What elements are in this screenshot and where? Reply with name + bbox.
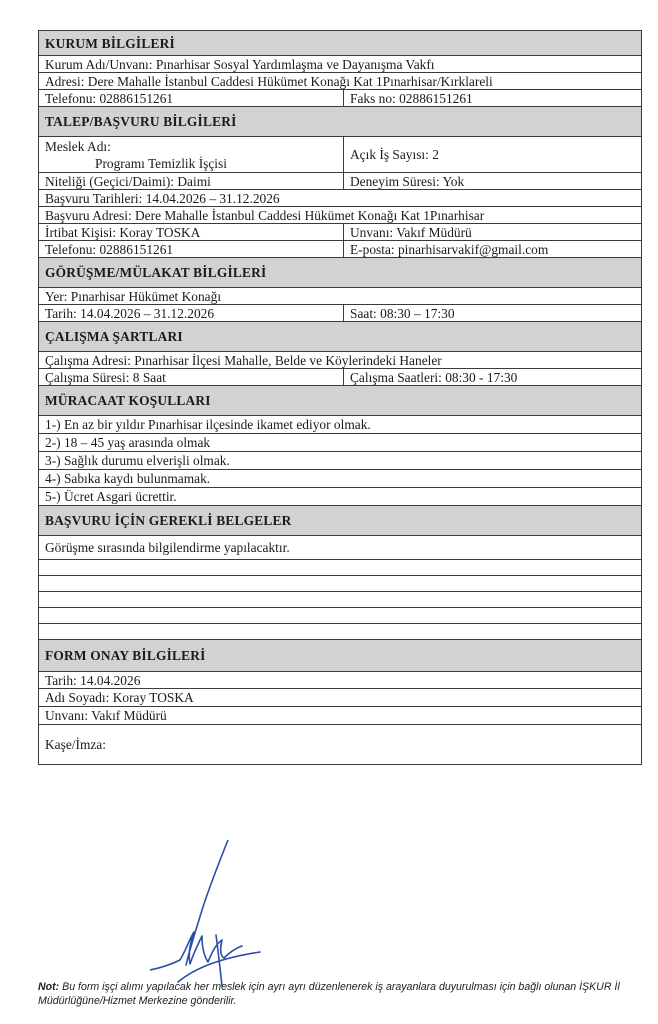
basvuru-adresi: Başvuru Adresi: Dere Mahalle İstanbul Caddesi Hükümet Konağı Kat 1Pınarhisar — [45, 208, 485, 223]
meslek-label: Meslek Adı: — [45, 139, 111, 154]
kurum-faks: Faks no: 02886151261 — [350, 91, 473, 106]
meslek-cell — [39, 137, 344, 172]
kurum-adi-row — [38, 56, 642, 73]
gorusme-tarih-row — [38, 305, 642, 322]
muracaat-item-2: 2-) 18 – 45 yaş arasında olmak — [45, 435, 211, 450]
footer-note — [38, 980, 648, 1008]
calisma-heading: ÇALIŞMA ŞARTLARI — [45, 329, 183, 344]
gorusme-tarih: Tarih: 14.04.2026 – 31.12.2026 — [39, 305, 344, 321]
muracaat-item — [38, 452, 642, 470]
muracaat-item — [38, 416, 642, 434]
calisma-suresi: Çalışma Süresi: 8 Saat — [39, 369, 344, 385]
section-header-talep — [38, 107, 642, 137]
deneyim-suresi: Deneyim Süresi: Yok — [350, 174, 465, 189]
kurum-telefon-row — [38, 90, 642, 107]
acik-is-sayisi: Açık İş Sayısı: 2 — [350, 147, 439, 162]
basvuru-adresi-row — [38, 207, 642, 224]
muracaat-heading: MÜRACAAT KOŞULLARI — [45, 393, 211, 408]
nitelik: Niteliği (Geçici/Daimi): Daimi — [39, 173, 344, 189]
note-label: Not: — [38, 981, 60, 993]
nitelik-row — [38, 173, 642, 190]
talep-eposta: E-posta: pinarhisarvakif@gmail.com — [350, 242, 549, 257]
muracaat-item — [38, 470, 642, 488]
blank-row — [38, 576, 642, 592]
kurum-telefon: Telefonu: 02886151261 — [39, 90, 344, 106]
basvuru-tarihleri-row — [38, 190, 642, 207]
blank-row — [38, 560, 642, 576]
calisma-sure-row — [38, 369, 642, 386]
irtibat-unvan: Unvanı: Vakıf Müdürü — [350, 225, 472, 240]
onay-tarih: Tarih: 14.04.2026 — [45, 673, 141, 688]
muracaat-item-5: 5-) Ücret Asgari ücrettir. — [45, 489, 177, 504]
talep-telefon: Telefonu: 02886151261 — [39, 241, 344, 257]
onay-tarih-row — [38, 672, 642, 689]
meslek-value: Programı Temizlik İşçisi — [95, 156, 227, 171]
muracaat-item-4: 4-) Sabıka kaydı bulunmamak. — [45, 471, 211, 486]
section-header-gorusme — [38, 258, 642, 288]
calisma-adres-row — [38, 352, 642, 369]
gorusme-heading: GÖRÜŞME/MÜLAKAT BİLGİLERİ — [45, 265, 267, 280]
onay-adi-row — [38, 689, 642, 707]
note-text: Bu form işçi alımı yapılacak her meslek için ayrı ayrı düzenlenerek iş arayanlara duyurulması için bağlı olunan İŞKUR İl Müdürlüğüne/Hizmet Merkezine gönderilir. — [38, 981, 620, 1007]
calisma-adres: Çalışma Adresi: Pınarhisar İlçesi Mahalle, Belde ve Köylerindeki Haneler — [45, 353, 442, 368]
section-header-belgeler — [38, 506, 642, 536]
gorusme-yer: Yer: Pınarhisar Hükümet Konağı — [45, 289, 222, 304]
muracaat-item — [38, 434, 642, 452]
signature-scribble — [150, 840, 270, 990]
onay-adi-soyadi: Adı Soyadı: Koray TOSKA — [45, 690, 194, 705]
meslek-row — [38, 137, 642, 173]
blank-row — [38, 624, 642, 640]
irtibat-kisisi: İrtibat Kişisi: Koray TOSKA — [39, 224, 344, 240]
belgeler-heading: BAŞVURU İÇİN GEREKLİ BELGELER — [45, 513, 292, 528]
blank-row — [38, 592, 642, 608]
muracaat-item-3: 3-) Sağlık durumu elverişli olmak. — [45, 453, 230, 468]
gorusme-saat: Saat: 08:30 – 17:30 — [350, 306, 455, 321]
belgeler-row — [38, 536, 642, 560]
gorusme-yer-row — [38, 288, 642, 305]
onay-unvan-row — [38, 707, 642, 725]
onay-heading: FORM ONAY BİLGİLERİ — [45, 648, 206, 663]
kurum-adres: Adresi: Dere Mahalle İstanbul Caddesi Hükümet Konağı Kat 1Pınarhisar/Kırklareli — [45, 74, 493, 89]
kase-imza-row — [38, 725, 642, 765]
talep-heading: TALEP/BAŞVURU BİLGİLERİ — [45, 114, 237, 129]
irtibat-row — [38, 224, 642, 241]
section-header-muracaat — [38, 386, 642, 416]
muracaat-item — [38, 488, 642, 506]
kase-imza-label: Kaşe/İmza: — [45, 737, 106, 752]
kurum-heading: KURUM BİLGİLERİ — [45, 35, 175, 51]
talep-telefon-row — [38, 241, 642, 258]
kurum-adi: Kurum Adı/Unvanı: Pınarhisar Sosyal Yardımlaşma ve Dayanışma Vakfı — [45, 57, 435, 72]
belgeler-text: Görüşme sırasında bilgilendirme yapılacaktır. — [45, 540, 290, 555]
section-header-onay — [38, 640, 642, 672]
calisma-saatleri: Çalışma Saatleri: 08:30 - 17:30 — [350, 370, 518, 385]
kurum-adres-row — [38, 73, 642, 90]
basvuru-tarihleri: Başvuru Tarihleri: 14.04.2026 – 31.12.2026 — [45, 191, 280, 206]
blank-row — [38, 608, 642, 624]
muracaat-item-1: 1-) En az bir yıldır Pınarhisar ilçesinde ikamet ediyor olmak. — [45, 417, 371, 432]
section-header-kurum — [38, 30, 642, 56]
section-header-calisma — [38, 322, 642, 352]
job-application-form — [38, 24, 642, 765]
onay-unvan: Unvanı: Vakıf Müdürü — [45, 708, 167, 723]
